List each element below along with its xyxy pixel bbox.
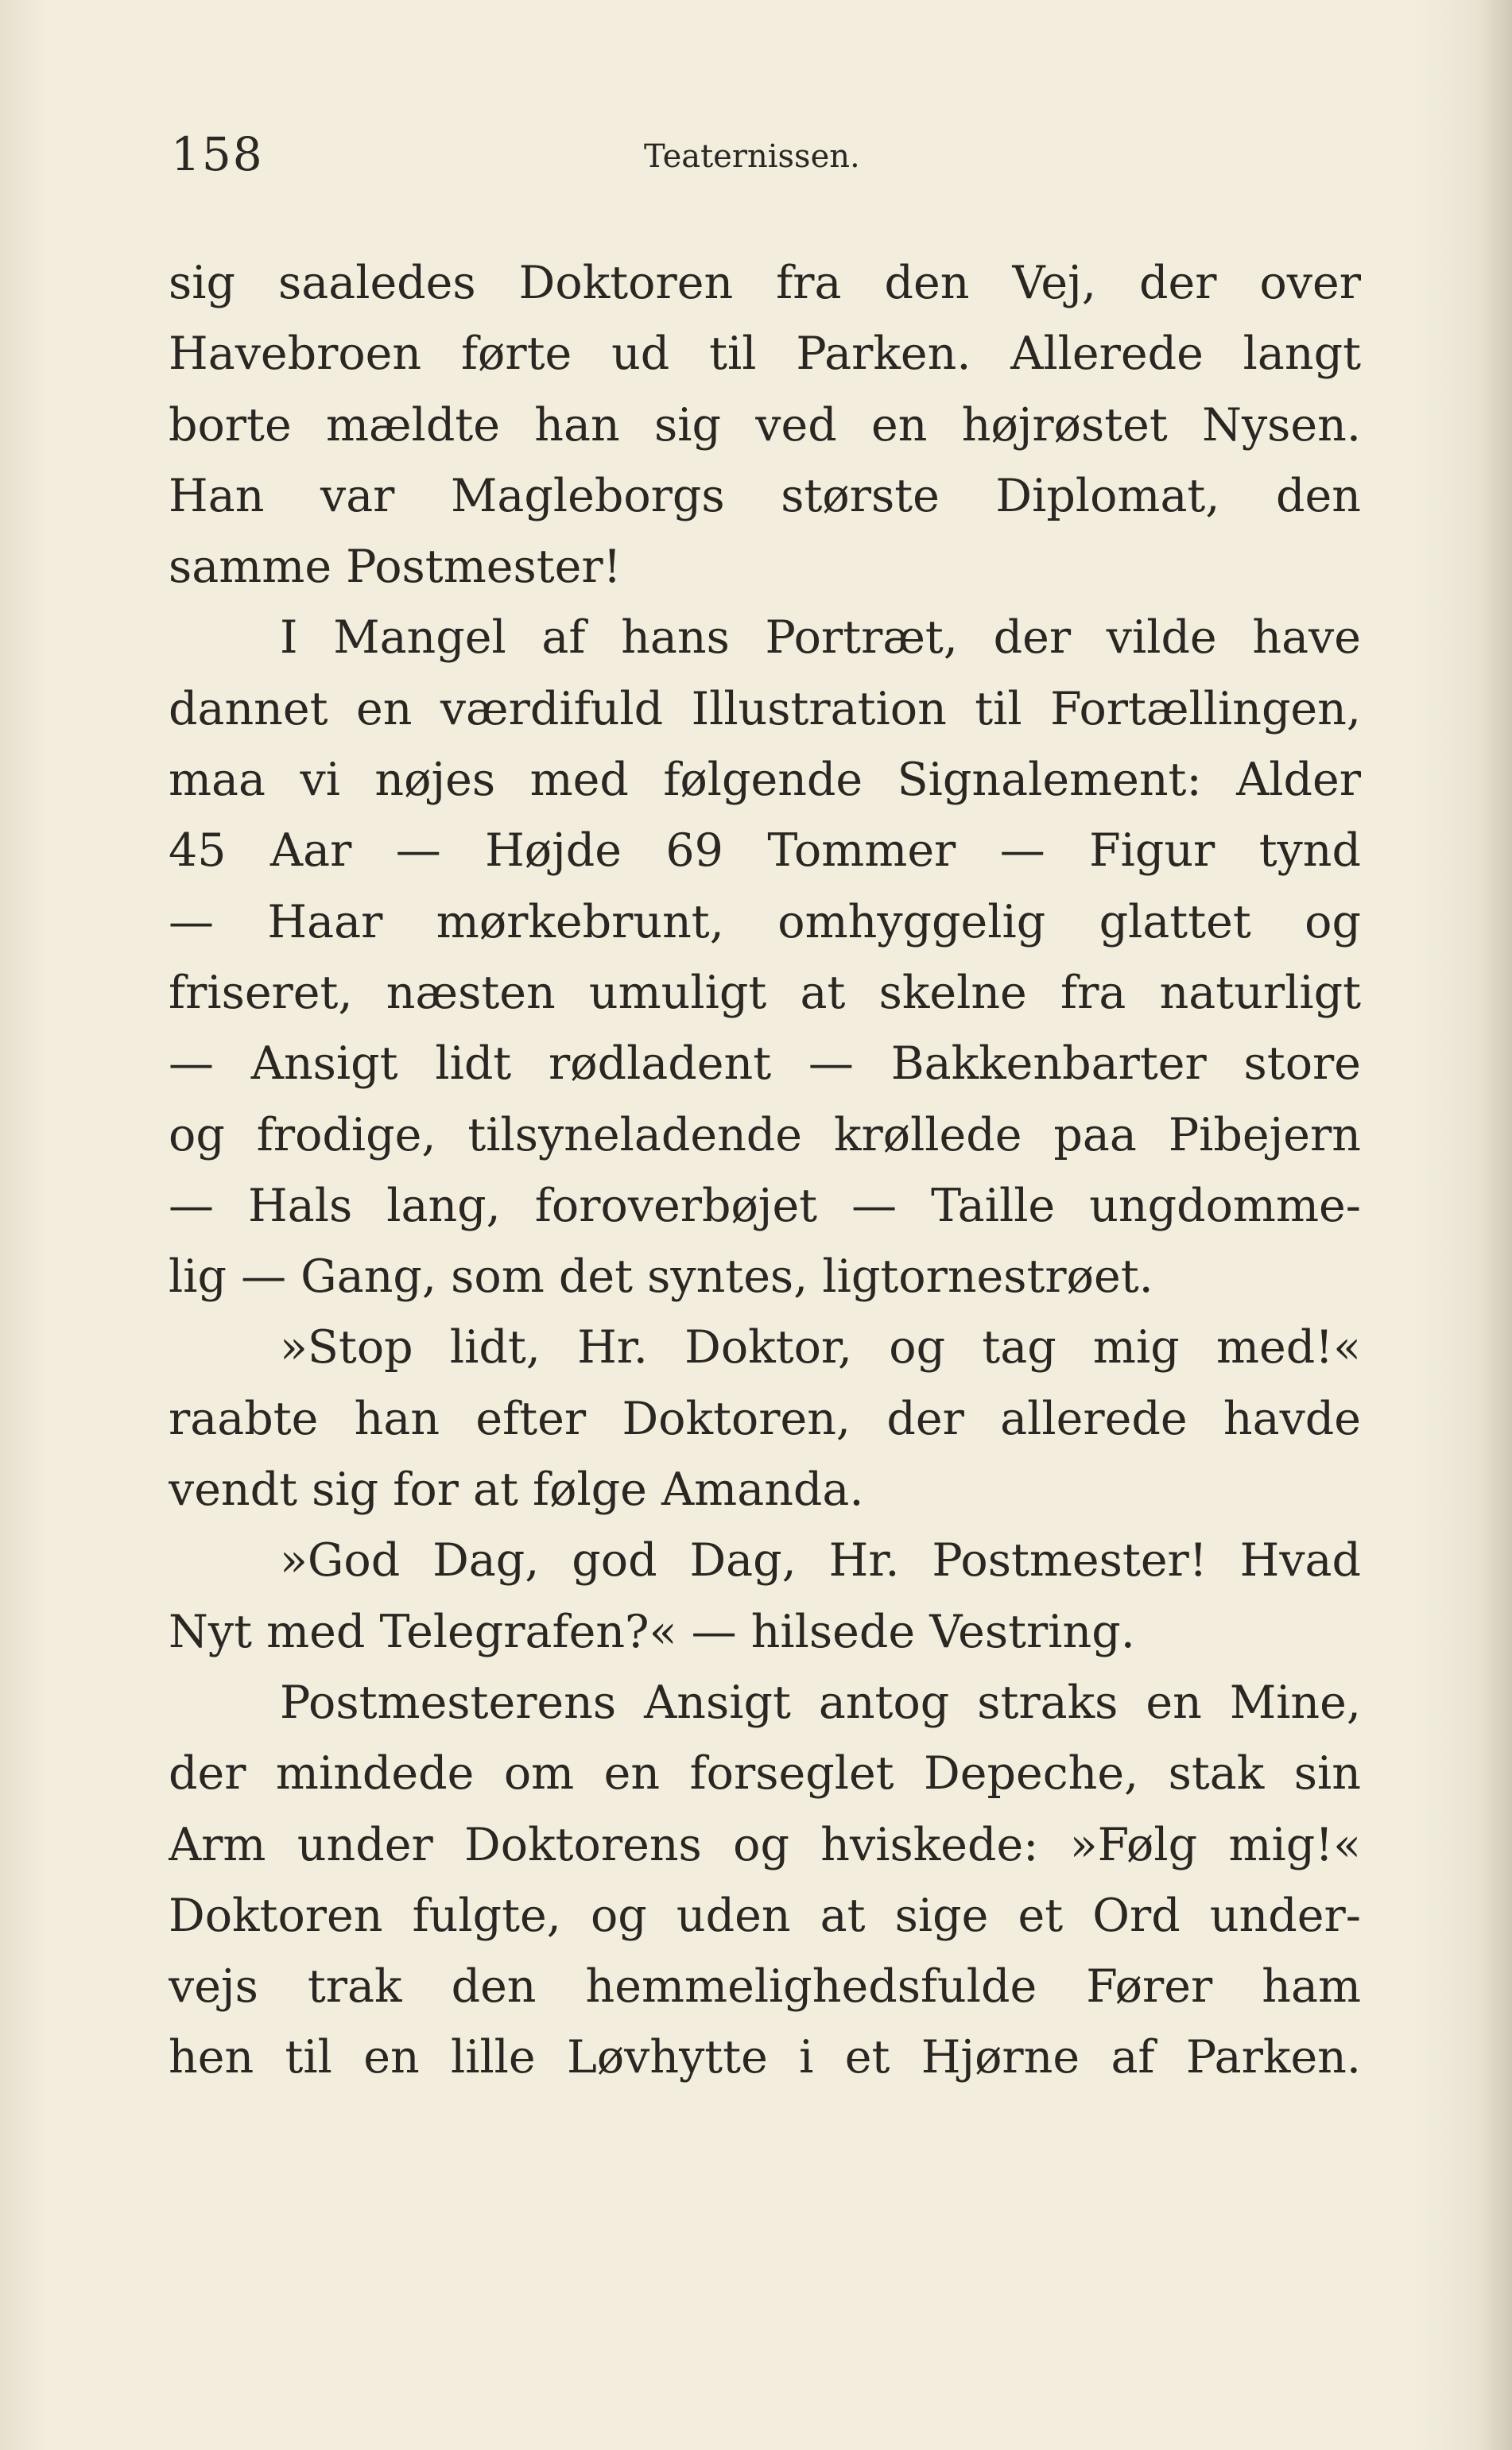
text-line: Doktoren fulgte, og uden at sige et Ord under-	[169, 1889, 1361, 1942]
text-line: dannet en værdifuld Illustration til Fortællingen,	[169, 682, 1361, 735]
text-line: Nyt med Telegrafen?« — hilsede Vestring.	[169, 1605, 1135, 1658]
text-line: Han var Magleborgs største Diplomat, den	[169, 469, 1361, 522]
text-line: der mindede om en forseglet Depeche, stak sin	[169, 1747, 1361, 1801]
text-line: »God Dag, god Dag, Hr. Postmester! Hvad	[280, 1534, 1361, 1587]
text-line: raabte han efter Doktoren, der allerede havde	[169, 1392, 1361, 1445]
text-line: »Stop lidt, Hr. Doktor, og tag mig med!«	[280, 1321, 1361, 1374]
text-line: samme Postmester!	[169, 541, 622, 594]
page-header	[171, 127, 1353, 191]
text-line: Havebroen førte ud til Parken. Allerede langt	[169, 328, 1361, 381]
text-line: og frodige, tilsyneladende krøllede paa Pibejern	[169, 1108, 1361, 1161]
text-line: hen til en lille Løvhytte i et Hjørne af Parken.	[169, 2031, 1361, 2084]
text-line: maa vi nøjes med følgende Signalement: Alder	[169, 754, 1361, 807]
text-line: Postmesterens Ansigt antog straks en Mine,	[280, 1676, 1361, 1729]
text-line: Arm under Doktorens og hviskede: »Følg mig!«	[169, 1818, 1361, 1871]
text-line: vendt sig for at følge Amanda.	[169, 1463, 864, 1517]
page-number: 158	[171, 127, 264, 181]
text-line: — Ansigt lidt rødladent — Bakkenbarter store	[169, 1037, 1361, 1091]
text-line: vejs trak den hemmelighedsfulde Fører ham	[169, 1960, 1361, 2014]
text-line: borte mældte han sig ved en højrøstet Nysen.	[169, 398, 1361, 452]
running-title: Teaternissen.	[644, 138, 860, 175]
text-line: friseret, næsten umuligt at skelne fra naturligt	[169, 966, 1361, 1019]
text-line: — Hals lang, foroverbøjet — Taille ungdomme-	[169, 1179, 1361, 1232]
body-text	[169, 248, 1361, 2094]
text-line: I Mangel af hans Portræt, der vilde have	[280, 611, 1361, 665]
text-line: 45 Aar — Højde 69 Tommer — Figur tynd	[169, 824, 1361, 878]
text-line: sig saaledes Doktoren fra den Vej, der over	[169, 257, 1361, 309]
text-line: lig — Gang, som det syntes, ligtornestrøet.	[169, 1250, 1153, 1304]
text-line: — Haar mørkebrunt, omhyggelig glattet og	[169, 895, 1361, 948]
